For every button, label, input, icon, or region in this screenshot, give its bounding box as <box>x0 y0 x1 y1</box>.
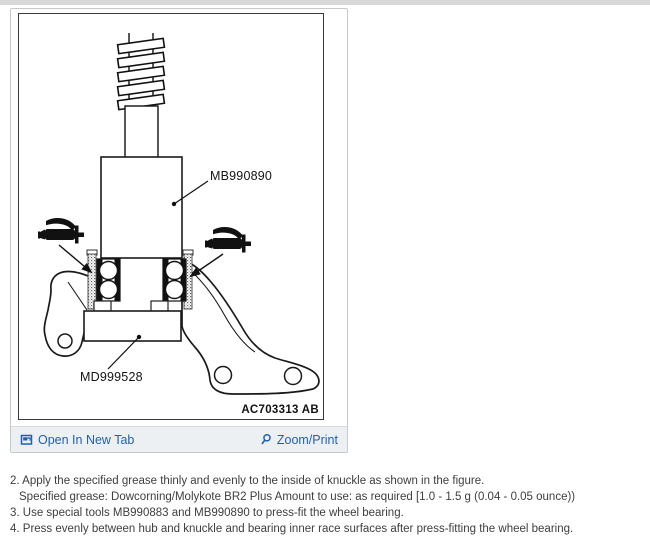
figure-code: AC703313 AB <box>241 404 319 416</box>
tool-mb990890-drawing <box>101 157 182 258</box>
instruction-text <box>10 473 644 537</box>
wheel-bearing-drawing <box>94 259 186 314</box>
grease-gun-icon <box>205 227 251 252</box>
tool-label-md999528: MD999528 <box>80 370 143 384</box>
figure-toolbar <box>11 426 347 452</box>
figure-diagram <box>18 13 324 420</box>
instruction-line: 3. Use special tools MB990883 and MB990890 to press-fit the wheel bearing. <box>10 507 404 519</box>
tool-md999528-drawing <box>84 311 181 341</box>
open-in-new-tab-icon <box>20 433 33 446</box>
magnifier-icon <box>260 433 272 446</box>
open-in-new-tab-link[interactable] <box>20 433 134 447</box>
top-gray-bar <box>0 0 650 5</box>
zoom-print-link[interactable] <box>260 433 338 447</box>
zoom-print-label: Zoom/Print <box>276 432 338 447</box>
instruction-line: 2. Apply the specified grease thinly and evenly to the inside of knuckle as shown in the figure. <box>10 475 485 487</box>
press-shaft-drawing <box>125 106 158 158</box>
knuckle-press-fit-diagram <box>19 14 323 419</box>
grease-gun-icon <box>38 218 84 243</box>
instruction-line-clipped: 4. Press evenly between hub and knuckle and bearing inner race surfaces after press-fitting the wheel bearing. <box>10 523 574 535</box>
instruction-line: Specified grease: Dowcorning/Molykote BR2 Plus Amount to use: as required [1.0 - 1.5 g (0.04 - 0.05 ounce)) <box>19 491 576 503</box>
bolt-thread-drawing <box>118 33 165 110</box>
open-in-new-tab-label: Open In New Tab <box>38 432 135 447</box>
tool-label-mb990890: MB990890 <box>210 169 273 183</box>
figure-panel <box>10 8 348 453</box>
